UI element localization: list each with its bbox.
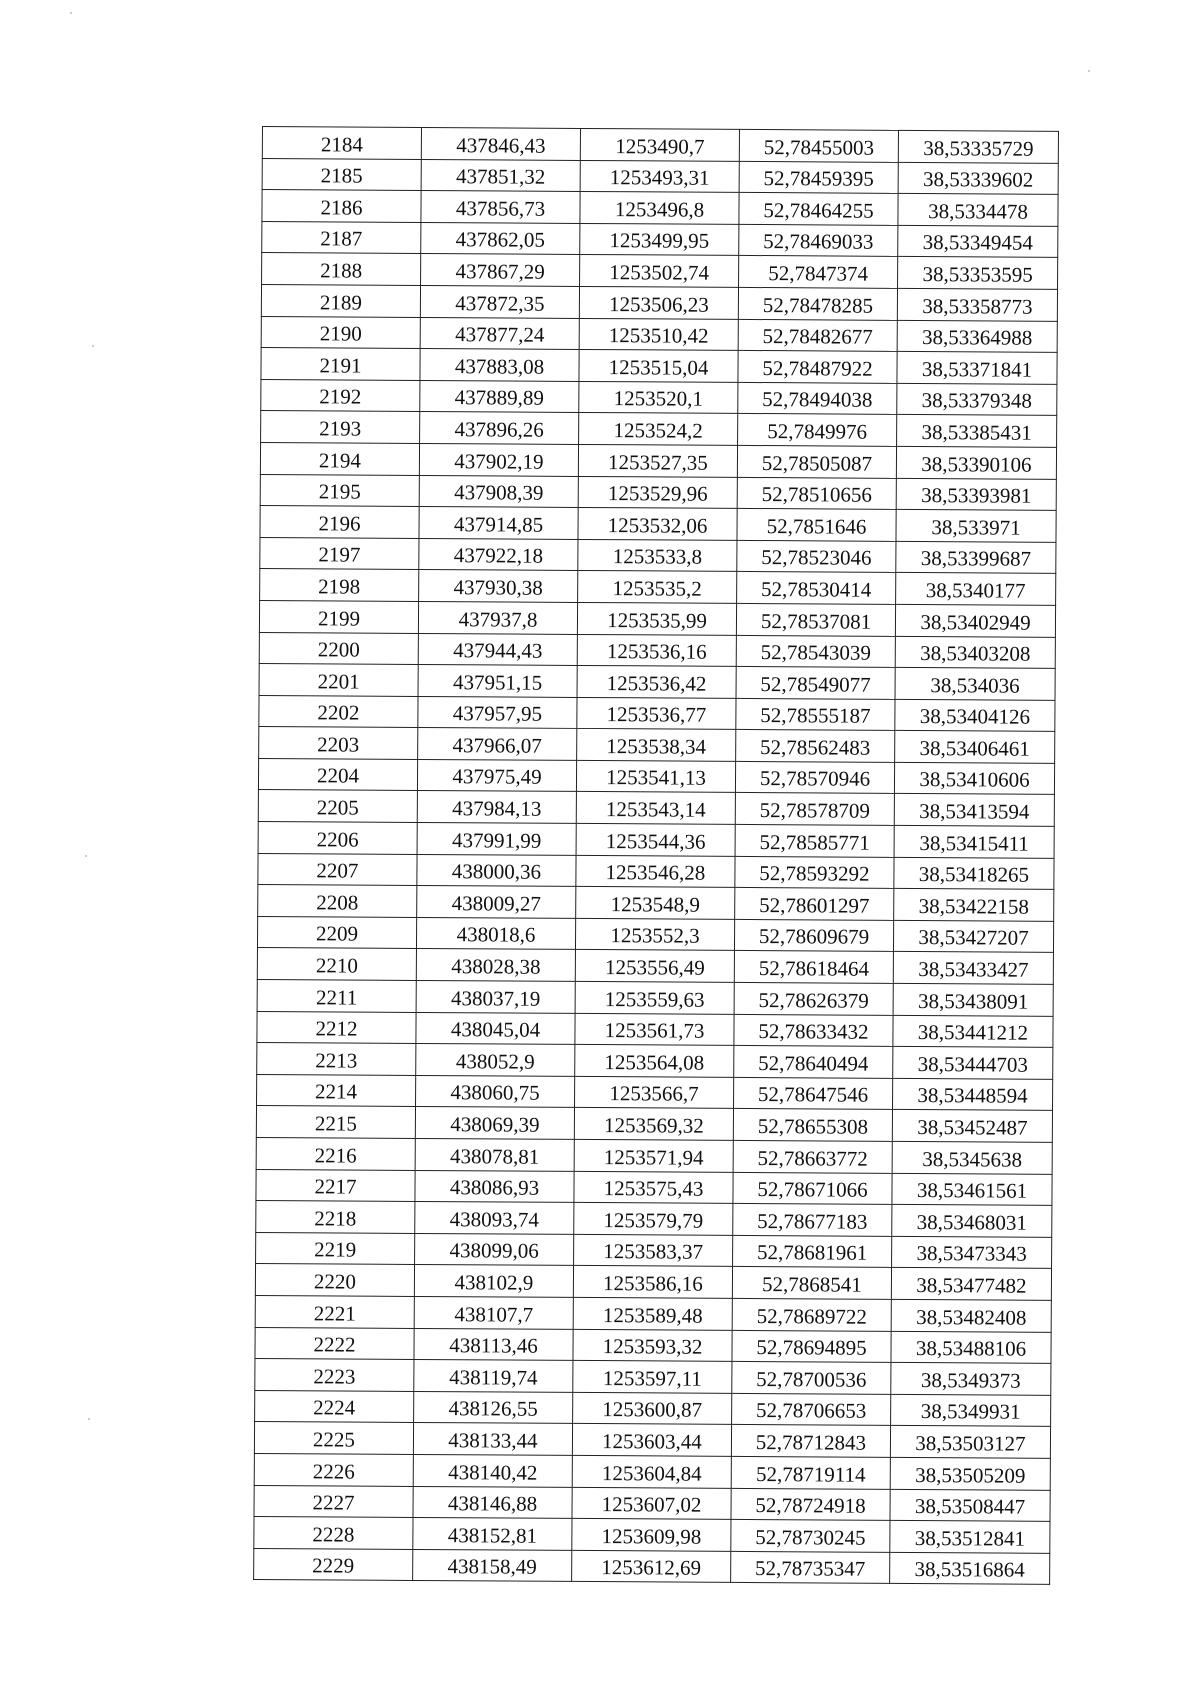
longitude-cell: 38,53461561 <box>892 1173 1052 1206</box>
latitude-cell: 52,78633432 <box>734 1014 893 1047</box>
latitude-cell: 52,78689722 <box>732 1298 891 1331</box>
x-coordinate-cell: 438140,42 <box>413 1454 572 1487</box>
y-coordinate-cell: 1253496,8 <box>580 192 739 225</box>
y-coordinate-cell: 1253535,99 <box>577 602 736 635</box>
table-row <box>259 727 1055 763</box>
table-row <box>256 1137 1052 1173</box>
table-row <box>254 1517 1050 1553</box>
x-coordinate-cell: 437991,99 <box>417 823 576 856</box>
x-coordinate-cell: 438099,06 <box>415 1233 574 1266</box>
longitude-cell: 38,53406461 <box>895 731 1055 764</box>
longitude-cell: 38,53404126 <box>895 699 1055 732</box>
point-number-cell: 2188 <box>262 253 421 286</box>
point-number-cell: 2224 <box>255 1390 414 1423</box>
x-coordinate-cell: 437966,07 <box>418 728 577 761</box>
longitude-cell: 38,53399687 <box>896 541 1056 574</box>
longitude-cell: 38,53403208 <box>895 636 1055 669</box>
y-coordinate-cell: 1253502,74 <box>580 255 739 288</box>
table-row <box>258 758 1054 794</box>
point-number-cell: 2217 <box>256 1169 415 1202</box>
table-row <box>262 253 1058 289</box>
longitude-cell: 38,53353595 <box>898 257 1058 290</box>
table-row <box>262 221 1058 257</box>
longitude-cell: 38,53482408 <box>891 1299 1051 1332</box>
x-coordinate-cell: 437889,89 <box>420 380 579 413</box>
x-coordinate-cell: 438113,46 <box>414 1328 573 1361</box>
point-number-cell: 2223 <box>255 1359 414 1392</box>
x-coordinate-cell: 438158,49 <box>413 1549 572 1582</box>
y-coordinate-cell: 1253538,34 <box>577 729 736 762</box>
latitude-cell: 52,78719114 <box>731 1456 890 1489</box>
y-coordinate-cell: 1253566,7 <box>575 1076 734 1109</box>
latitude-cell: 52,78712843 <box>731 1425 890 1458</box>
table-row <box>258 853 1054 889</box>
y-coordinate-cell: 1253533,8 <box>578 539 737 572</box>
point-number-cell: 2213 <box>257 1043 416 1076</box>
point-number-cell: 2216 <box>256 1137 415 1170</box>
point-number-cell: 2225 <box>254 1422 413 1455</box>
table-row <box>255 1295 1051 1331</box>
y-coordinate-cell: 1253527,35 <box>578 444 737 477</box>
longitude-cell: 38,53379348 <box>897 383 1057 416</box>
latitude-cell: 52,78455003 <box>739 129 898 162</box>
table-row <box>262 158 1058 194</box>
point-number-cell: 2222 <box>255 1327 414 1360</box>
table-row <box>261 411 1057 447</box>
latitude-cell: 52,78647546 <box>734 1077 893 1110</box>
point-number-cell: 2214 <box>257 1074 416 1107</box>
y-coordinate-cell: 1253548,9 <box>576 887 735 920</box>
latitude-cell: 52,78487922 <box>738 351 897 384</box>
x-coordinate-cell: 438126,55 <box>414 1391 573 1424</box>
point-number-cell: 2206 <box>258 822 417 855</box>
latitude-cell: 52,78593292 <box>735 856 894 889</box>
y-coordinate-cell: 1253541,13 <box>576 760 735 793</box>
longitude-cell: 38,53473343 <box>892 1236 1052 1269</box>
point-number-cell: 2187 <box>262 221 421 254</box>
table-row <box>257 1011 1053 1047</box>
longitude-cell: 38,53516864 <box>890 1552 1050 1585</box>
latitude-cell: 52,7849976 <box>738 414 897 447</box>
table-row <box>254 1485 1050 1521</box>
latitude-cell: 52,78459395 <box>739 161 898 194</box>
longitude-cell: 38,53422158 <box>894 889 1054 922</box>
scan-speck <box>92 345 94 347</box>
longitude-cell: 38,53503127 <box>890 1426 1050 1459</box>
longitude-cell: 38,533971 <box>896 510 1056 543</box>
x-coordinate-cell: 438107,7 <box>414 1296 573 1329</box>
latitude-cell: 52,78640494 <box>734 1046 893 1079</box>
point-number-cell: 2227 <box>254 1485 413 1518</box>
longitude-cell: 38,53448594 <box>893 1078 1053 1111</box>
longitude-cell: 38,53452487 <box>892 1110 1052 1143</box>
point-number-cell: 2221 <box>255 1295 414 1328</box>
point-number-cell: 2215 <box>256 1106 415 1139</box>
latitude-cell: 52,78677183 <box>733 1204 892 1237</box>
table-row <box>256 1201 1052 1237</box>
x-coordinate-cell: 438133,44 <box>413 1423 572 1456</box>
longitude-cell: 38,53512841 <box>890 1520 1050 1553</box>
y-coordinate-cell: 1253536,42 <box>577 666 736 699</box>
longitude-cell: 38,5340177 <box>896 573 1056 606</box>
point-number-cell: 2184 <box>262 127 421 160</box>
latitude-cell: 52,78494038 <box>738 382 897 415</box>
longitude-cell: 38,53358773 <box>897 288 1057 321</box>
y-coordinate-cell: 1253515,04 <box>579 350 738 383</box>
x-coordinate-cell: 437902,19 <box>419 443 578 476</box>
table-row <box>256 1169 1052 1205</box>
y-coordinate-cell: 1253579,79 <box>574 1203 733 1236</box>
point-number-cell: 2209 <box>257 916 416 949</box>
y-coordinate-cell: 1253604,84 <box>572 1455 731 1488</box>
x-coordinate-cell: 437975,49 <box>417 759 576 792</box>
longitude-cell: 38,53385431 <box>897 415 1057 448</box>
point-number-cell: 2226 <box>254 1453 413 1486</box>
point-number-cell: 2207 <box>258 853 417 886</box>
latitude-cell: 52,78562483 <box>736 730 895 763</box>
x-coordinate-cell: 437846,43 <box>421 127 580 160</box>
x-coordinate-cell: 438078,81 <box>415 1138 574 1171</box>
y-coordinate-cell: 1253593,32 <box>573 1329 732 1362</box>
latitude-cell: 52,78724918 <box>731 1488 890 1521</box>
latitude-cell: 52,78601297 <box>735 888 894 921</box>
point-number-cell: 2189 <box>261 284 420 317</box>
longitude-cell: 38,53413594 <box>894 794 1054 827</box>
y-coordinate-cell: 1253546,28 <box>576 855 735 888</box>
longitude-cell: 38,53468031 <box>892 1205 1052 1238</box>
table-row <box>261 348 1057 384</box>
coordinates-table <box>253 126 1059 1585</box>
x-coordinate-cell: 438052,9 <box>416 1044 575 1077</box>
table-row <box>261 316 1057 352</box>
latitude-cell: 52,78618464 <box>734 951 893 984</box>
x-coordinate-cell: 437872,35 <box>420 285 579 318</box>
point-number-cell: 2192 <box>261 379 420 412</box>
x-coordinate-cell: 437896,26 <box>420 412 579 445</box>
latitude-cell: 52,7868541 <box>732 1267 891 1300</box>
table-row <box>254 1422 1050 1458</box>
table-row <box>258 790 1054 826</box>
point-number-cell: 2186 <box>262 190 421 223</box>
latitude-cell: 52,7847374 <box>739 256 898 289</box>
latitude-cell: 52,78537081 <box>736 603 895 636</box>
latitude-cell: 52,78609679 <box>734 919 893 952</box>
table-row <box>254 1453 1050 1489</box>
table-row <box>259 632 1055 668</box>
point-number-cell: 2218 <box>256 1201 415 1234</box>
x-coordinate-cell: 437944,43 <box>418 633 577 666</box>
x-coordinate-cell: 437957,95 <box>418 696 577 729</box>
point-number-cell: 2203 <box>259 727 418 760</box>
y-coordinate-cell: 1253571,94 <box>574 1139 733 1172</box>
table-row <box>259 664 1055 700</box>
table-row <box>254 1548 1050 1584</box>
point-number-cell: 2212 <box>257 1011 416 1044</box>
point-number-cell: 2219 <box>256 1232 415 1265</box>
point-number-cell: 2191 <box>261 348 420 381</box>
x-coordinate-cell: 437922,18 <box>419 538 578 571</box>
latitude-cell: 52,78549077 <box>736 667 895 700</box>
table-row <box>259 600 1055 636</box>
longitude-cell: 38,53390106 <box>896 446 1056 479</box>
x-coordinate-cell: 437862,05 <box>421 222 580 255</box>
x-coordinate-cell: 438086,93 <box>415 1170 574 1203</box>
longitude-cell: 38,53444703 <box>893 1047 1053 1080</box>
latitude-cell: 52,7851646 <box>737 509 896 542</box>
longitude-cell: 38,53402949 <box>895 604 1055 637</box>
table-row <box>258 885 1054 921</box>
y-coordinate-cell: 1253524,2 <box>579 413 738 446</box>
x-coordinate-cell: 438009,27 <box>417 886 576 919</box>
latitude-cell: 52,78663772 <box>733 1140 892 1173</box>
x-coordinate-cell: 438060,75 <box>416 1075 575 1108</box>
latitude-cell: 52,78478285 <box>738 287 897 320</box>
table-row <box>260 506 1056 542</box>
y-coordinate-cell: 1253612,69 <box>572 1550 731 1583</box>
longitude-cell: 38,53441212 <box>893 1015 1053 1048</box>
x-coordinate-cell: 437867,29 <box>421 254 580 287</box>
y-coordinate-cell: 1253556,49 <box>575 950 734 983</box>
latitude-cell: 52,78706653 <box>732 1393 891 1426</box>
table-row <box>255 1264 1051 1300</box>
table-row <box>255 1390 1051 1426</box>
latitude-cell: 52,78505087 <box>737 445 896 478</box>
latitude-cell: 52,78578709 <box>735 793 894 826</box>
point-number-cell: 2228 <box>254 1517 413 1550</box>
latitude-cell: 52,78555187 <box>736 698 895 731</box>
latitude-cell: 52,78464255 <box>739 193 898 226</box>
point-number-cell: 2195 <box>260 474 419 507</box>
latitude-cell: 52,78730245 <box>731 1520 890 1553</box>
y-coordinate-cell: 1253597,11 <box>573 1361 732 1394</box>
table-row <box>260 537 1056 573</box>
point-number-cell: 2199 <box>259 600 418 633</box>
table-row <box>257 948 1053 984</box>
coordinates-table-body <box>254 127 1059 1585</box>
table-row <box>257 980 1053 1016</box>
table-row <box>261 379 1057 415</box>
scan-speck <box>1088 70 1090 72</box>
longitude-cell: 38,53393981 <box>896 478 1056 511</box>
x-coordinate-cell: 438028,38 <box>416 949 575 982</box>
y-coordinate-cell: 1253569,32 <box>574 1108 733 1141</box>
table-row <box>255 1359 1051 1395</box>
x-coordinate-cell: 437851,32 <box>421 159 580 192</box>
table-row <box>256 1106 1052 1142</box>
table-row <box>262 190 1058 226</box>
y-coordinate-cell: 1253490,7 <box>580 128 739 161</box>
point-number-cell: 2196 <box>260 506 419 539</box>
latitude-cell: 52,78482677 <box>738 319 897 352</box>
y-coordinate-cell: 1253559,63 <box>575 981 734 1014</box>
latitude-cell: 52,78523046 <box>737 540 896 573</box>
point-number-cell: 2185 <box>262 158 421 191</box>
table-row <box>261 284 1057 320</box>
scan-speck <box>88 1418 90 1420</box>
point-number-cell: 2220 <box>255 1264 414 1297</box>
table-row <box>260 474 1056 510</box>
y-coordinate-cell: 1253583,37 <box>574 1234 733 1267</box>
y-coordinate-cell: 1253499,95 <box>580 223 739 256</box>
longitude-cell: 38,53433427 <box>893 952 1053 985</box>
y-coordinate-cell: 1253600,87 <box>573 1392 732 1425</box>
y-coordinate-cell: 1253575,43 <box>574 1171 733 1204</box>
point-number-cell: 2229 <box>254 1548 413 1581</box>
table-row <box>260 569 1056 605</box>
x-coordinate-cell: 438152,81 <box>413 1518 572 1551</box>
y-coordinate-cell: 1253609,98 <box>572 1519 731 1552</box>
longitude-cell: 38,53505209 <box>890 1457 1050 1490</box>
point-number-cell: 2198 <box>260 569 419 602</box>
point-number-cell: 2211 <box>257 980 416 1013</box>
x-coordinate-cell: 437877,24 <box>420 317 579 350</box>
table-row <box>257 1043 1053 1079</box>
longitude-cell: 38,53418265 <box>894 857 1054 890</box>
y-coordinate-cell: 1253586,16 <box>573 1266 732 1299</box>
y-coordinate-cell: 1253510,42 <box>579 318 738 351</box>
x-coordinate-cell: 437914,85 <box>419 507 578 540</box>
point-number-cell: 2197 <box>260 537 419 570</box>
x-coordinate-cell: 437883,08 <box>420 349 579 382</box>
point-number-cell: 2193 <box>261 411 420 444</box>
longitude-cell: 38,5345638 <box>892 1141 1052 1174</box>
y-coordinate-cell: 1253561,73 <box>575 1013 734 1046</box>
y-coordinate-cell: 1253607,02 <box>572 1487 731 1520</box>
x-coordinate-cell: 437951,15 <box>418 665 577 698</box>
point-number-cell: 2190 <box>261 316 420 349</box>
y-coordinate-cell: 1253506,23 <box>579 286 738 319</box>
point-number-cell: 2202 <box>259 695 418 728</box>
x-coordinate-cell: 438102,9 <box>414 1265 573 1298</box>
y-coordinate-cell: 1253493,31 <box>580 160 739 193</box>
longitude-cell: 38,53364988 <box>897 320 1057 353</box>
x-coordinate-cell: 437930,38 <box>419 570 578 603</box>
x-coordinate-cell: 438000,36 <box>417 854 576 887</box>
longitude-cell: 38,53349454 <box>898 225 1058 258</box>
point-number-cell: 2210 <box>257 948 416 981</box>
x-coordinate-cell: 438093,74 <box>415 1202 574 1235</box>
x-coordinate-cell: 437937,8 <box>418 601 577 634</box>
x-coordinate-cell: 438045,04 <box>416 1012 575 1045</box>
longitude-cell: 38,53339602 <box>898 162 1058 195</box>
point-number-cell: 2204 <box>258 758 417 791</box>
point-number-cell: 2201 <box>259 664 418 697</box>
latitude-cell: 52,78543039 <box>736 635 895 668</box>
point-number-cell: 2208 <box>258 885 417 918</box>
table-row <box>258 822 1054 858</box>
latitude-cell: 52,78570946 <box>735 761 894 794</box>
y-coordinate-cell: 1253520,1 <box>579 381 738 414</box>
latitude-cell: 52,78694895 <box>732 1330 891 1363</box>
longitude-cell: 38,53415411 <box>894 825 1054 858</box>
y-coordinate-cell: 1253589,48 <box>573 1297 732 1330</box>
latitude-cell: 52,78681961 <box>733 1235 892 1268</box>
longitude-cell: 38,534036 <box>895 667 1055 700</box>
latitude-cell: 52,78626379 <box>734 982 893 1015</box>
x-coordinate-cell: 438018,6 <box>416 917 575 950</box>
y-coordinate-cell: 1253532,06 <box>578 508 737 541</box>
point-number-cell: 2200 <box>259 632 418 665</box>
x-coordinate-cell: 437908,39 <box>419 475 578 508</box>
table-row <box>256 1232 1052 1268</box>
table-row <box>257 916 1053 952</box>
x-coordinate-cell: 438146,88 <box>413 1486 572 1519</box>
y-coordinate-cell: 1253536,16 <box>577 634 736 667</box>
scan-speck <box>70 12 72 14</box>
longitude-cell: 38,53335729 <box>898 130 1058 163</box>
longitude-cell: 38,53410606 <box>894 762 1054 795</box>
y-coordinate-cell: 1253552,3 <box>575 918 734 951</box>
x-coordinate-cell: 438119,74 <box>414 1360 573 1393</box>
longitude-cell: 38,53438091 <box>893 983 1053 1016</box>
point-number-cell: 2194 <box>260 442 419 475</box>
y-coordinate-cell: 1253603,44 <box>572 1424 731 1457</box>
latitude-cell: 52,78469033 <box>739 224 898 257</box>
latitude-cell: 52,78530414 <box>737 572 896 605</box>
y-coordinate-cell: 1253536,77 <box>577 697 736 730</box>
x-coordinate-cell: 438037,19 <box>416 980 575 1013</box>
point-number-cell: 2205 <box>258 790 417 823</box>
x-coordinate-cell: 437856,73 <box>421 191 580 224</box>
longitude-cell: 38,53508447 <box>890 1489 1050 1522</box>
longitude-cell: 38,53477482 <box>891 1268 1051 1301</box>
y-coordinate-cell: 1253535,2 <box>578 571 737 604</box>
longitude-cell: 38,5349373 <box>891 1363 1051 1396</box>
table-row <box>255 1327 1051 1363</box>
table-row <box>262 127 1058 163</box>
table-row <box>257 1074 1053 1110</box>
longitude-cell: 38,53427207 <box>893 920 1053 953</box>
latitude-cell: 52,78585771 <box>735 824 894 857</box>
longitude-cell: 38,5334478 <box>898 194 1058 227</box>
y-coordinate-cell: 1253529,96 <box>578 476 737 509</box>
x-coordinate-cell: 437984,13 <box>417 791 576 824</box>
table-row <box>260 442 1056 478</box>
latitude-cell: 52,78735347 <box>731 1551 890 1584</box>
x-coordinate-cell: 438069,39 <box>415 1107 574 1140</box>
y-coordinate-cell: 1253543,14 <box>576 792 735 825</box>
scan-speck <box>85 855 87 857</box>
latitude-cell: 52,78700536 <box>732 1362 891 1395</box>
latitude-cell: 52,78655308 <box>733 1109 892 1142</box>
latitude-cell: 52,78671066 <box>733 1172 892 1205</box>
longitude-cell: 38,5349931 <box>891 1394 1051 1427</box>
y-coordinate-cell: 1253544,36 <box>576 823 735 856</box>
y-coordinate-cell: 1253564,08 <box>575 1045 734 1078</box>
table-row <box>259 695 1055 731</box>
longitude-cell: 38,53371841 <box>897 352 1057 385</box>
longitude-cell: 38,53488106 <box>891 1331 1051 1364</box>
latitude-cell: 52,78510656 <box>737 477 896 510</box>
